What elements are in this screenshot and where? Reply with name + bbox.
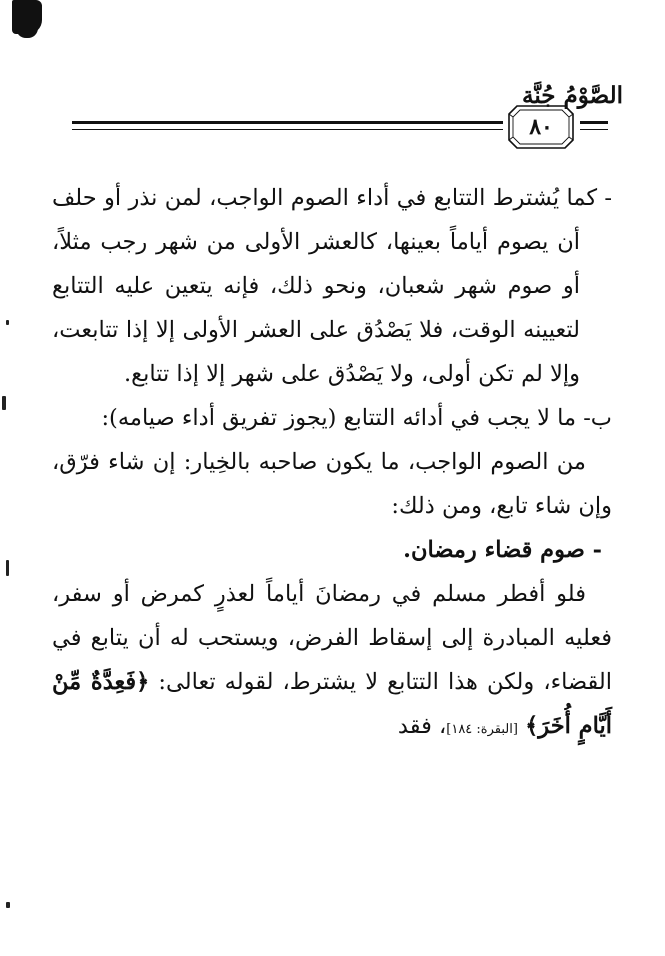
quran-reference: [البقرة: ١٨٤] [446,722,518,737]
paragraph: من الصوم الواجب، ما يكون صاحبه بالخِيار: إن شاء فرّق، وإن شاء تابع، ومن ذلك: [52,449,612,519]
section-heading: ب- ما لا يجب في أدائه التتابع (يجوز تفريق أداء صيامه): [101,405,612,431]
paragraph [52,572,612,752]
page-number: ٨٠ [529,114,553,140]
scan-mark [2,396,6,410]
quran-verse: ﴿فَعِدَّةٌ مِّنْ أَيَّامٍ أُخَرَ﴾ [52,669,612,739]
header-rule [580,129,608,130]
header-rule [72,121,503,124]
scan-mark [6,320,9,325]
bullet-paragraph: - كما يُشترط التتابع في أداء الصوم الواجب، لمن نذر أو حلف أن يصوم أياماً بعينها، كالعشر الأولى من شهر رجب مثلاً، أو صوم شهر شعبان، ونحو ذلك، فإنه يتعين عليه التتابع لتعيينه الوقت، فلا يَصْدُق على العشر الأولى إلا إذا تتابعت، وإلا لم تكن أولى، ولا يَصْدُق على شهر إلا إذا تتابع. [52,185,612,387]
scan-mark [6,902,10,908]
page-number-frame [507,104,575,150]
page-body [52,176,612,752]
scan-mark [6,560,9,576]
paragraph-text: ، فقد [397,713,447,739]
book-title: الصَّوْمُ جُنَّة [522,82,623,109]
scan-blot [12,0,42,34]
header-rule [72,129,503,130]
paragraph-text: فلو أفطر مسلم في رمضانَ أياماً لعذرٍ كمرض أو سفر، فعليه المبادرة إلى إسقاط الفرض، ويستحب له أن يتابع في القضاء، ولكن هذا التتابع لا يشترط، لقوله تعالى: [52,581,613,695]
header-rule [580,121,608,124]
subheading: - صوم قضاء رمضان. [403,537,602,563]
